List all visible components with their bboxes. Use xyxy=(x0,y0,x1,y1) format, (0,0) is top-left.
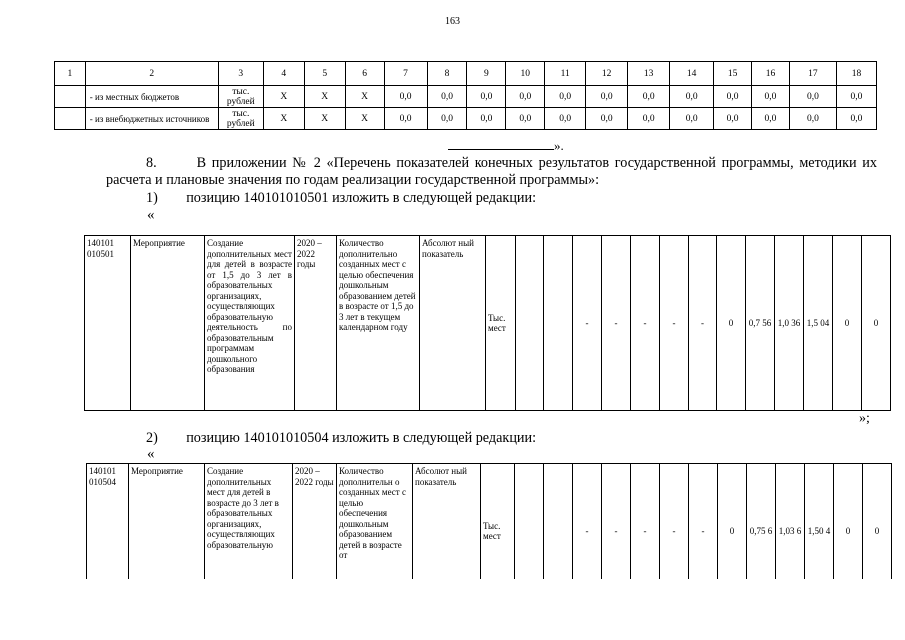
value-cell: 0 xyxy=(718,464,747,580)
page-number: 163 xyxy=(445,16,460,27)
type-cell: Мероприятие xyxy=(131,236,205,411)
header-cell: 3 xyxy=(218,62,263,86)
unit-cell: Тыс. мест xyxy=(486,236,516,411)
table-cell: 0,0 xyxy=(545,108,586,130)
table-cell: 0,0 xyxy=(789,108,836,130)
table-cell: 0,0 xyxy=(467,86,506,108)
item-2: 2) позицию 140101010504 изложить в следующей редакции: xyxy=(146,430,537,446)
indicator-cell: Количество дополнительн о созданных мест с целью обеспечения дошкольным образованием детей в возрасте от xyxy=(337,464,413,580)
type-cell: Мероприятие xyxy=(129,464,205,580)
value-cell: 0,7 56 xyxy=(746,236,775,411)
value-cell xyxy=(515,464,544,580)
table-cell: 0,0 xyxy=(467,108,506,130)
value-cell: - xyxy=(631,236,660,411)
value-cell: 0 xyxy=(863,464,892,580)
table-cell: 0,0 xyxy=(670,86,714,108)
header-cell: 17 xyxy=(789,62,836,86)
value-cell: 0 xyxy=(834,464,863,580)
period-cell: 2020 – 2022 годы xyxy=(293,464,337,580)
header-cell: 16 xyxy=(752,62,790,86)
table-row xyxy=(87,464,892,580)
closing-mark: ». xyxy=(554,138,564,153)
table-cell: 0,0 xyxy=(836,86,876,108)
value-cell: - xyxy=(573,464,602,580)
table-cell: X xyxy=(345,86,384,108)
header-cell: 18 xyxy=(836,62,876,86)
value-cell: - xyxy=(602,236,631,411)
name-cell: Создание дополнительных мест для детей в возрасте от 1,5 до 3 лет в образовательных организациях, осуществляющих образовательную деятельность по образовательным программам дошкольного образования xyxy=(205,236,295,411)
header-cell: 13 xyxy=(628,62,670,86)
code-cell: 140101 010504 xyxy=(87,464,129,580)
closing-quote: »; xyxy=(859,411,870,426)
value-cell: 0 xyxy=(833,236,862,411)
value-cell: 1,50 4 xyxy=(805,464,834,580)
unit-cell: тыс. рублей xyxy=(218,86,263,108)
table-cell: 0,0 xyxy=(752,108,790,130)
header-cell: 8 xyxy=(427,62,467,86)
value-cell: - xyxy=(602,464,631,580)
header-cell: 2 xyxy=(85,62,218,86)
table-cell: X xyxy=(345,108,384,130)
value-cell: 1,0 36 xyxy=(775,236,804,411)
value-cell: 1,5 04 xyxy=(804,236,833,411)
value-cell: - xyxy=(631,464,660,580)
header-cell: 7 xyxy=(384,62,427,86)
table-cell: 0,0 xyxy=(427,86,467,108)
header-cell: 11 xyxy=(545,62,586,86)
table-cell: 0,0 xyxy=(506,86,545,108)
period-cell: 2020 – 2022 годы xyxy=(295,236,337,411)
kind-cell: Абсолют ный показатель xyxy=(413,464,481,580)
value-cell: 1,03 6 xyxy=(776,464,805,580)
unit-cell: Тыс. мест xyxy=(481,464,515,580)
table-cell: 0,0 xyxy=(384,86,427,108)
header-cell: 6 xyxy=(345,62,384,86)
table-cell: 0,0 xyxy=(384,108,427,130)
value-cell xyxy=(544,464,573,580)
header-cell: 14 xyxy=(670,62,714,86)
table-cell: 0,0 xyxy=(836,108,876,130)
table-cell: 0,0 xyxy=(752,86,790,108)
table-cell: X xyxy=(304,108,345,130)
table-cell: 0,0 xyxy=(670,108,714,130)
table-cell: 0,0 xyxy=(714,108,752,130)
value-cell: 0 xyxy=(862,236,891,411)
table-cell: X xyxy=(304,86,345,108)
opening-quote: « xyxy=(147,207,155,223)
row-label: - из местных бюджетов xyxy=(85,86,218,108)
unit-cell: тыс. рублей xyxy=(218,108,263,130)
value-cell: 0 xyxy=(717,236,746,411)
header-cell: 1 xyxy=(55,62,86,86)
table-cell: 0,0 xyxy=(427,108,467,130)
table-cell: X xyxy=(263,86,304,108)
header-cell: 9 xyxy=(467,62,506,86)
table-cell: 0,0 xyxy=(789,86,836,108)
value-cell: - xyxy=(689,464,718,580)
value-cell: - xyxy=(660,236,689,411)
item-1: 1) позицию 140101010501 изложить в следующей редакции: xyxy=(146,190,537,206)
name-cell: Создание дополнительных мест для детей в возрасте до 3 лет в образовательных организациях, осуществляющих образовательную xyxy=(205,464,293,580)
opening-quote: « xyxy=(147,446,155,462)
table-cell: 0,0 xyxy=(628,108,670,130)
indicator-cell: Количество дополнительно созданных мест с целью обеспечения дошкольным образованием детей в возрасте от 1,5 до 3 лет в текущем календарном году xyxy=(337,236,420,411)
indicator-table-010504 xyxy=(86,463,892,579)
row-label: - из внебюджетных источников xyxy=(85,108,218,130)
header-cell: 5 xyxy=(304,62,345,86)
table-cell: 0,0 xyxy=(506,108,545,130)
value-cell: - xyxy=(660,464,689,580)
header-cell: 4 xyxy=(263,62,304,86)
code-cell: 140101 010501 xyxy=(85,236,131,411)
table-cell: 0,0 xyxy=(545,86,586,108)
kind-cell: Абсолют ный показатель xyxy=(420,236,486,411)
table-cell: X xyxy=(263,108,304,130)
table-cell: 0,0 xyxy=(714,86,752,108)
value-cell: - xyxy=(689,236,717,411)
header-cell: 12 xyxy=(586,62,628,86)
header-cell: 15 xyxy=(714,62,752,86)
table-cell: 0,0 xyxy=(586,86,628,108)
value-cell: - xyxy=(573,236,602,411)
header-cell: 10 xyxy=(506,62,545,86)
value-cell: 0,75 6 xyxy=(747,464,776,580)
paragraph-8: 8. В приложении № 2 «Перечень показателей конечных результатов государственной программы, методики их расчета и плановые значения по годам реализации государственной программы»: xyxy=(106,155,877,188)
table-cell: 0,0 xyxy=(586,108,628,130)
table-cell: 0,0 xyxy=(628,86,670,108)
